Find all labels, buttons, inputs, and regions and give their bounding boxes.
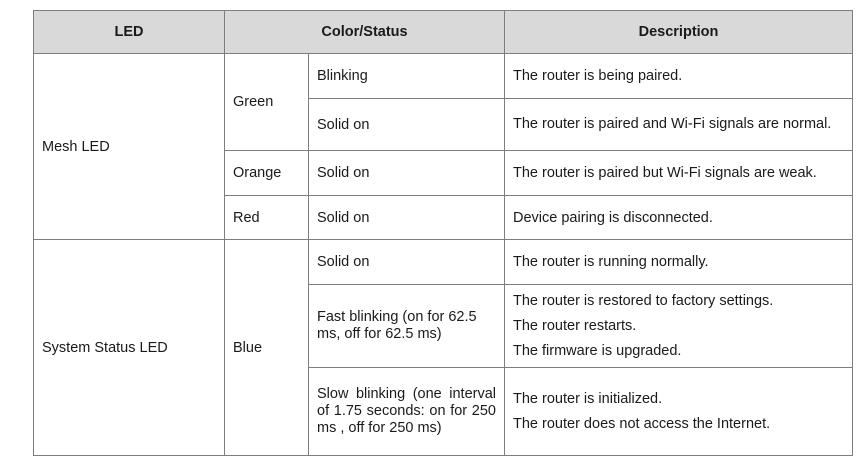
green-color-cell: Green [225, 54, 309, 151]
description-cell [505, 368, 853, 456]
blue-color-cell: Blue [225, 240, 309, 456]
status-cell: Solid on [309, 99, 505, 151]
mesh-led-cell: Mesh LED [34, 54, 225, 240]
description-cell [505, 285, 853, 368]
description-line: The router restarts. [513, 318, 637, 334]
status-cell: Blinking [309, 54, 505, 99]
description-line: The router is restored to factory settings. [513, 293, 774, 309]
description-cell: The router is being paired. [505, 54, 853, 99]
table-row [34, 240, 853, 285]
description-cell: The router is running normally. [505, 240, 853, 285]
orange-color-cell: Orange [225, 151, 309, 196]
description-line: The firmware is upgraded. [513, 343, 682, 359]
table-header-row [34, 11, 853, 54]
status-cell: Slow blinking (one interval of 1.75 seconds: on for 250 ms , off for 250 ms) [309, 368, 505, 456]
header-color-status: Color/Status [225, 11, 505, 54]
status-cell: Fast blinking (on for 62.5 ms, off for 62.5 ms) [309, 285, 505, 368]
description-line: The router is initialized. [513, 391, 663, 407]
table-row [34, 54, 853, 99]
status-cell: Solid on [309, 151, 505, 196]
header-led: LED [34, 11, 225, 54]
header-description: Description [505, 11, 853, 54]
led-status-table [33, 10, 853, 456]
status-cell: Solid on [309, 196, 505, 240]
description-cell: The router is paired and Wi-Fi signals are normal. [505, 99, 853, 151]
description-line: The router does not access the Internet. [513, 416, 771, 432]
system-status-led-cell: System Status LED [34, 240, 225, 456]
status-cell: Solid on [309, 240, 505, 285]
red-color-cell: Red [225, 196, 309, 240]
description-cell: Device pairing is disconnected. [505, 196, 853, 240]
description-cell: The router is paired but Wi-Fi signals are weak. [505, 151, 853, 196]
